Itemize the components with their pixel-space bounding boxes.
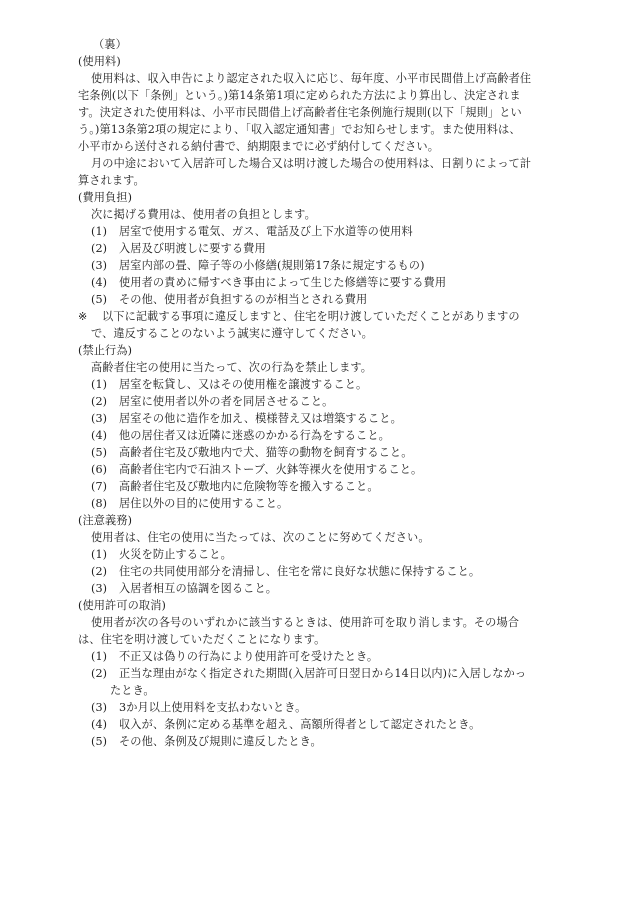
revoke-item-number: (2) [91,667,108,680]
cost-item-number: (5) [91,293,108,306]
revoke-item-number: (3) [91,701,108,714]
fee-paragraph-line: 宅条例(以下「条例」という。)第14条第1項に定められた方法により算出し、決定されま [78,89,521,102]
cost-item-text: 居室で使用する電気、ガス、電話及び上下水道等の使用料 [119,225,413,238]
care-item-number: (3) [91,582,108,595]
cost-item-text: 居室内部の畳、障子等の小修繕(規則第17条に規定するもの) [119,259,425,272]
prohibited-item-text: 他の居住者又は近隣に迷惑のかかる行為をすること。 [119,429,390,442]
revoke-intro-line: 使用者が次の各号のいずれかに該当するときは、使用許可を取り消します。その場合 [91,616,520,629]
care-item-text: 住宅の共同使用部分を清掃し、住宅を常に良好な状態に保持すること。 [119,565,481,578]
prohibited-item-text: 居室その他に造作を加え、模様替え又は増築すること。 [119,412,402,425]
fee-paragraph-line: う。)第13条第2項の規定により、「収入認定通知書」でお知らせします。また使用料は、 [78,123,521,136]
back-side-label: （裏） [93,38,127,51]
revoke-heading: (使用許可の取消) [78,599,166,612]
care-item-text: 火災を防止すること。 [119,548,232,561]
fee-paragraph-line: す。決定された使用料は、小平市民間借上げ高齢者住宅条例施行規則(以下「規則」とい [78,106,522,119]
revoke-item-text: 3か月以上使用料を支払わないとき。 [119,701,307,714]
revoke-item-text-continued: たとき。 [110,684,155,697]
cost-item-number: (3) [91,259,108,272]
prohibited-item-text: 高齢者住宅及び敷地内で犬、猫等の動物を飼育すること。 [119,446,413,459]
prohibited-item-number: (6) [91,463,108,476]
prohibited-item-number: (8) [91,497,108,510]
cost-item-number: (2) [91,242,108,255]
prohibited-item-text: 居室に使用者以外の者を同居させること。 [119,395,334,408]
prohibited-item-number: (5) [91,446,108,459]
note-line: 以下に記載する事項に違反しますと、住宅を明け渡していただくことがありますの [102,310,520,323]
revoke-item-text: 正当な理由がなく指定された期間(入居許可日翌日から14日以内)に入居しなかっ [119,667,527,680]
prohibited-item-number: (1) [91,378,108,391]
revoke-item-text: 不正又は偽りの行為により使用許可を受けたとき。 [119,650,379,663]
fee-paragraph-line: 月の中途において入居許可した場合又は明け渡した場合の使用料は、日割りによって計 [91,157,532,170]
note-mark: ※ [78,310,88,323]
care-intro: 使用者は、住宅の使用に当たっては、次のことに努めてください。 [91,531,430,544]
revoke-item-number: (1) [91,650,108,663]
prohibited-item-text: 高齢者住宅及び敷地内に危険物等を搬入すること。 [119,480,379,493]
fee-paragraph-line: 小平市から送付される納付書で、納期限までに必ず納付してください。 [78,140,439,153]
cost-item-text: その他、使用者が負担するのが相当とされる費用 [119,293,368,306]
note-line: で、違反することのないよう誠実に遵守してください。 [91,327,373,340]
cost-item-number: (4) [91,276,108,289]
prohibited-item-text: 居室を転貸し、又はその使用権を譲渡すること。 [119,378,368,391]
care-item-text: 入居者相互の協調を図ること。 [119,582,278,595]
revoke-item-number: (4) [91,718,108,731]
revoke-item-text: その他、条例及び規則に違反したとき。 [119,735,322,748]
cost-item-text: 入居及び明渡しに要する費用 [119,242,266,255]
prohibited-item-number: (3) [91,412,108,425]
prohibited-intro: 高齢者住宅の使用に当たって、次の行為を禁止します。 [91,361,373,374]
fee-paragraph-line: 使用料は、収入申告により認定された収入に応じ、毎年度、小平市民間借上げ高齢者住 [91,72,532,85]
cost-item-text: 使用者の責めに帰すべき事由によって生じた修繕等に要する費用 [119,276,447,289]
prohibited-item-number: (4) [91,429,108,442]
care-item-number: (1) [91,548,108,561]
fee-heading: (使用料) [78,55,121,68]
revoke-item-number: (5) [91,735,108,748]
prohibited-item-text: 居住以外の目的に使用すること。 [119,497,289,510]
fee-paragraph-line: 算されます。 [78,174,145,187]
prohibited-heading: (禁止行為) [78,344,133,357]
cost-heading: (費用負担) [78,191,133,204]
revoke-item-text: 収入が、条例に定める基準を超え、高額所得者として認定されたとき。 [119,718,481,731]
prohibited-item-text: 高齢者住宅内で石油ストーブ、火鉢等裸火を使用すること。 [119,463,423,476]
care-item-number: (2) [91,565,108,578]
care-heading: (注意義務) [78,514,133,527]
prohibited-item-number: (7) [91,480,108,493]
revoke-intro-line: は、住宅を明け渡していただくことになります。 [78,633,326,646]
prohibited-item-number: (2) [91,395,108,408]
cost-item-number: (1) [91,225,108,238]
cost-intro: 次に掲げる費用は、使用者の負担とします。 [91,208,316,221]
